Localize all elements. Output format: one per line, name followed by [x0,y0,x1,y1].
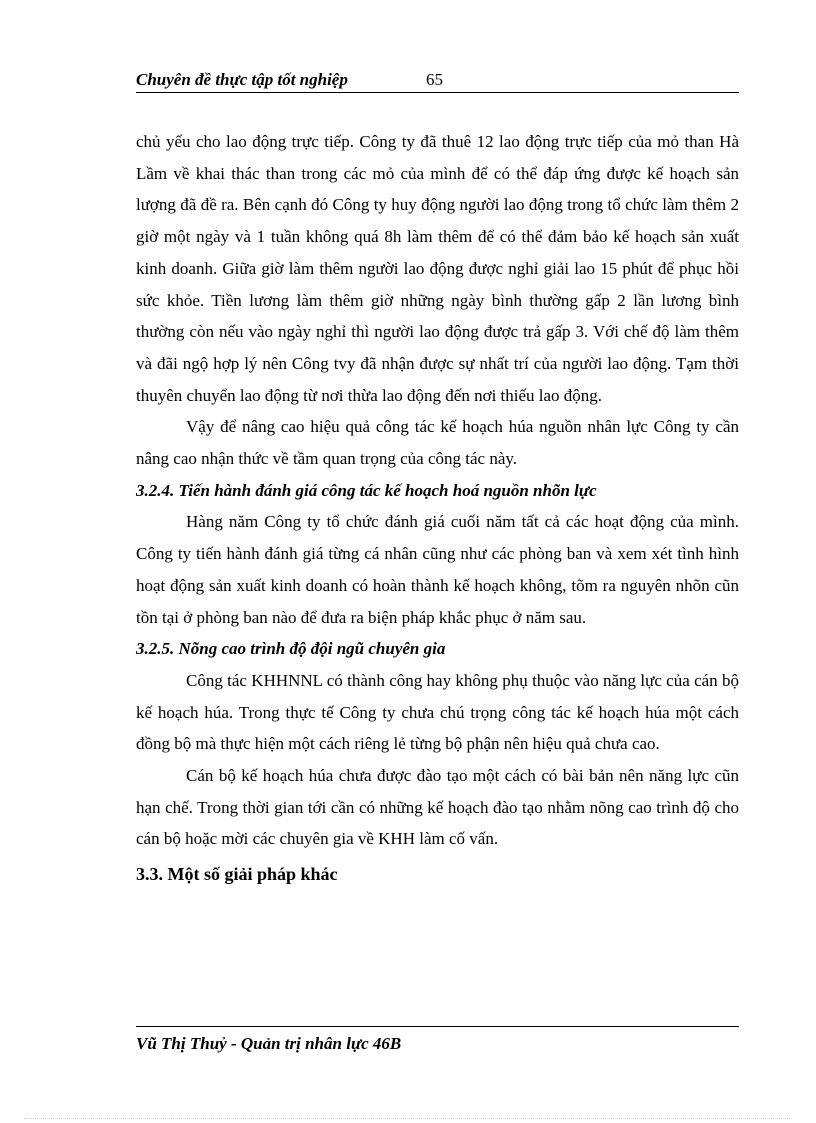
paragraph: chủ yếu cho lao động trực tiếp. Công ty đã thuê 12 lao động trực tiếp của mỏ than Hà Lầm về khai thác than trong các mỏ của mình để có thể đáp ứng được kế hoạch sản lượng đã đề ra. Bên cạnh đó Công ty huy động người lao động trong tổ chức làm thêm 2 giờ một ngày và 1 tuần không quá 8h làm thêm để có thể đảm bảo kế hoạch sản xuất kinh doanh. Giữa giờ làm thêm người lao động được nghỉ giải lao 15 phút để phục hồi sức khỏe. Tiền lương làm thêm giờ những ngày bình thường gấp 2 lần lương bình thường còn nếu vào ngày nghỉ thì người lao động được trả gấp 3. Với chế độ làm thêm và đãi ngộ hợp lý nên Công tvy đã nhận được sự nhất trí của người lao động. Tạm thời thuyên chuyển lao động từ nơi thừa lao động đến nơi thiếu lao động. [136,132,739,405]
footer-author: Vũ Thị Thuỷ - Quản trị nhân lực 46B [136,1034,402,1053]
page-header [136,66,739,93]
section-heading-3-2-5: 3.2.5. Nõng cao trình độ đội ngũ chuyên gia [136,639,446,659]
section-heading-3-3: 3.3. Một số giải pháp khác [136,864,338,885]
document-body [136,126,739,889]
page-footer [136,1026,739,1053]
paragraph: Công tác KHHNNL có thành công hay không phụ thuộc vào năng lực của cán bộ kế hoạch húa. Trong thực tế Công ty chưa chú trọng công tác kế hoạch húa một cách đồng bộ mà thực hiện một cách riêng lẻ từng bộ phận nên hiệu quả chưa cao. [136,670,739,754]
header-title: Chuyên đề thực tập tốt nghiệp [136,70,348,89]
section-heading-3-2-4: 3.2.4. Tiến hành đánh giá công tác kế hoạch hoá nguồn nhõn lực [136,480,597,500]
paragraph: Vậy để nâng cao hiệu quả công tác kế hoạch húa nguồn nhân lực Công ty cần nâng cao nhận thức về tầm quan trọng của công tác này. [136,417,739,469]
page-edge-divider [24,1118,792,1119]
page-number: 65 [426,70,443,89]
paragraph: Hàng năm Công ty tổ chức đánh giá cuối năm tất cả các hoạt động của mình. Công ty tiến hành đánh giá từng cá nhân cũng như các phòng ban và xem xét tình hình hoạt động sản xuất kinh doanh có hoàn thành kế hoạch không, tõm ra nguyên nhõn cũn tồn tại ở phòng ban nào để đưa ra biện pháp khắc phục ở năm sau. [136,512,739,627]
paragraph: Cán bộ kế hoạch húa chưa được đào tạo một cách có bài bản nên năng lực cũn hạn chế. Trong thời gian tới cần có những kế hoạch đào tạo nhằm nõng cao trình độ cho cán bộ hoặc mời các chuyên gia về KHH làm cố vấn. [136,766,739,849]
